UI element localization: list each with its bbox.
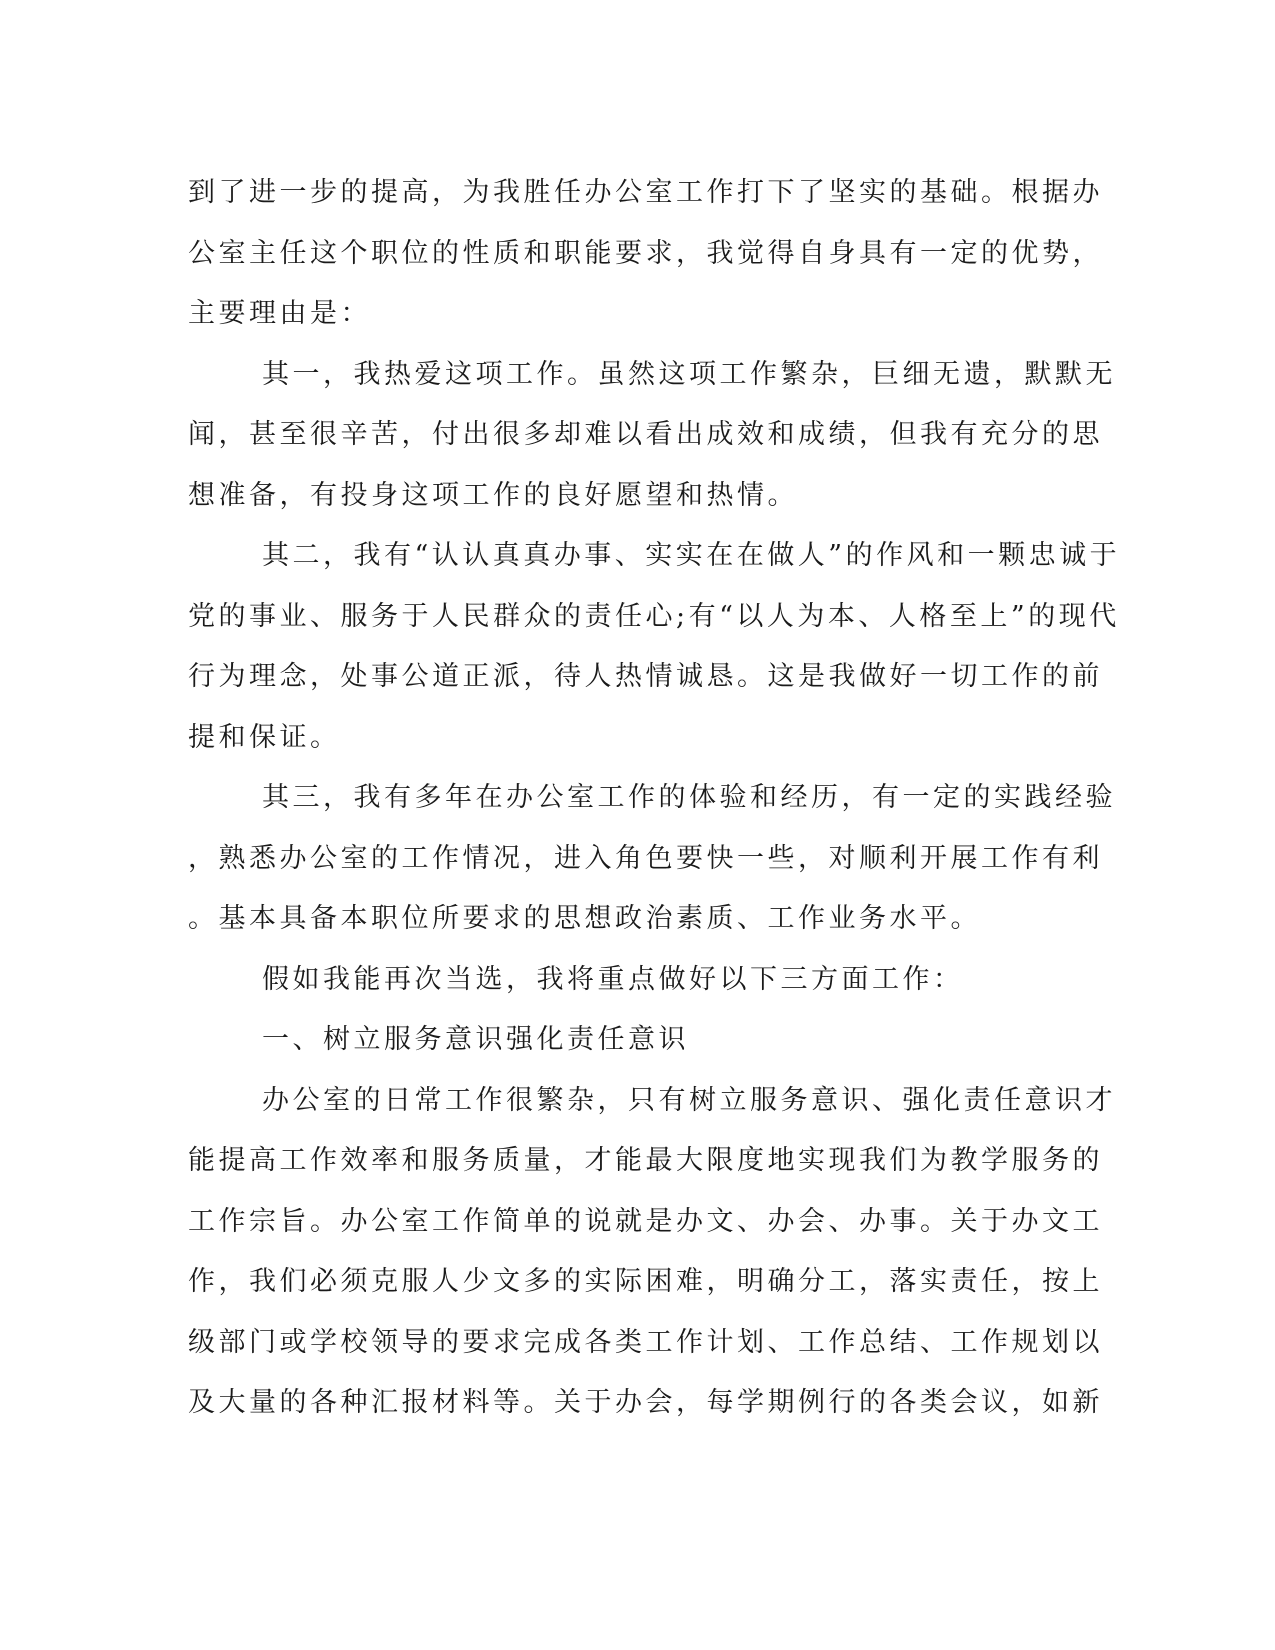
- paragraph: [188, 1071, 1116, 1434]
- text-line: 闻，甚至很辛苦，付出很多却难以看出成效和成绩，但我有充分的思: [188, 419, 1103, 450]
- text-line: 提和保证。: [188, 721, 341, 753]
- text-line: 党的事业、服务于人民群众的责任心;有“以人为本、人格至上”的现代: [188, 600, 1120, 632]
- paragraph: [188, 345, 1116, 527]
- text-line: 一、树立服务意识强化责任意识: [262, 1024, 689, 1055]
- paragraph: [188, 1010, 1068, 1071]
- text-line: 想准备，有投身这项工作的良好愿望和热情。: [188, 479, 798, 511]
- text-line: 级部门或学校领导的要求完成各类工作计划、工作总结、工作规划以: [188, 1326, 1103, 1358]
- text-line: 工作宗旨。办公室工作简单的说就是办文、办会、办事。关于办文工: [188, 1205, 1103, 1237]
- text-line: 假如我能再次当选，我将重点做好以下三方面工作：: [262, 963, 964, 995]
- paragraph: [188, 526, 1121, 768]
- text-line: 办公室的日常工作很繁杂，只有树立服务意识、强化责任意识才: [262, 1084, 1116, 1116]
- text-line: ，熟悉办公室的工作情况，进入角色要快一些，对顺利开展工作有利: [188, 842, 1103, 874]
- text-line: 。基本具备本职位所要求的思想政治素质、工作业务水平。: [188, 903, 981, 934]
- text-line: 其一，我热爱这项工作。虽然这项工作繁杂，巨细无遗，默默无: [262, 358, 1116, 390]
- text-line: 行为理念，处事公道正派，待人热情诚恳。这是我做好一切工作的前: [188, 661, 1103, 692]
- text-line: 能提高工作效率和服务质量，才能最大限度地实现我们为教学服务的: [188, 1145, 1103, 1176]
- text-line: 其二，我有“认认真真办事、实实在在做人”的作风和一颗忠诚于: [262, 540, 1121, 571]
- text-line: 及大量的各种汇报材料等。关于办会，每学期例行的各类会议，如新: [188, 1387, 1103, 1418]
- text-line: 公室主任这个职位的性质和职能要求，我觉得自身具有一定的优势，: [188, 237, 1103, 269]
- text-line: 作，我们必须克服人少文多的实际困难，明确分工，落实责任，按上: [188, 1266, 1103, 1297]
- paragraph: [188, 950, 1068, 1011]
- document-body: [188, 163, 1121, 1434]
- paragraph: [188, 768, 1116, 950]
- text-line: 到了进一步的提高，为我胜任办公室工作打下了坚实的基础。根据办: [188, 177, 1103, 208]
- text-line: 主要理由是：: [188, 298, 371, 329]
- paragraph: [188, 163, 1103, 345]
- text-line: 其三，我有多年在办公室工作的体验和经历，有一定的实践经验: [262, 782, 1116, 813]
